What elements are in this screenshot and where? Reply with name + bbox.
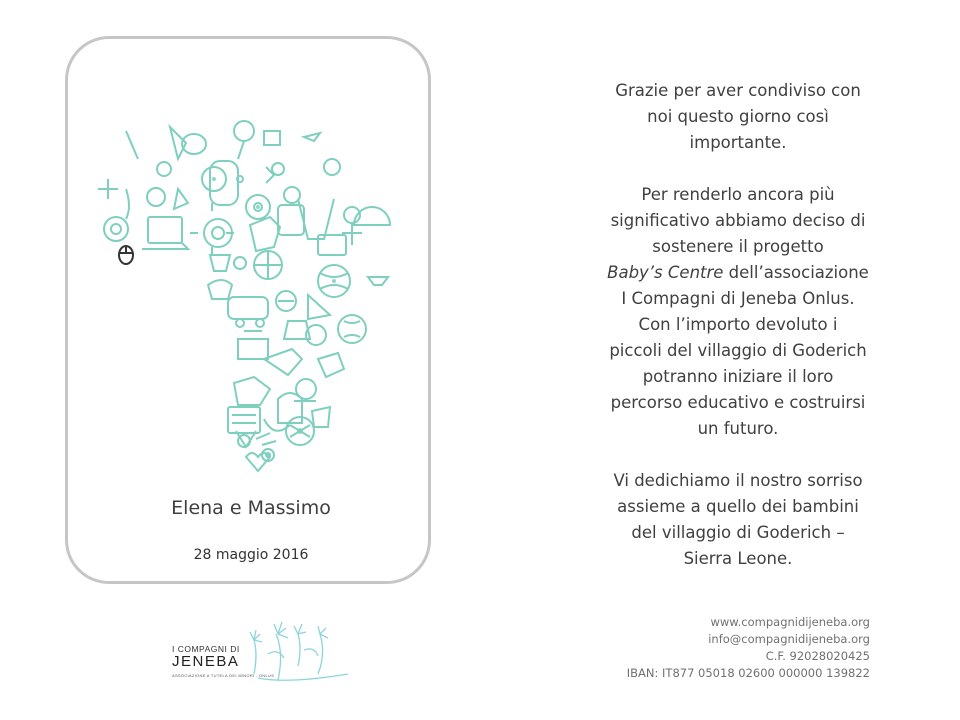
jeneba-logo [170,604,360,686]
message-line: significativo abbiamo deciso di [610,211,866,230]
message-paragraph-2 [588,182,888,442]
thank-you-message [588,78,888,572]
website-link[interactable]: www.compagnidijeneba.org [710,615,870,629]
logo-text-line1: I COMPAGNI DI [172,644,240,654]
message-line: potranno iniziare il loro [642,367,834,386]
message-line: Con l’importo devoluto i [638,315,838,334]
message-line: sostenere il progetto [652,237,824,256]
message-paragraph-3 [588,468,888,572]
message-paragraph-1 [588,78,888,156]
iban: IBAN: IT877 05018 02600 000000 139822 [626,666,870,680]
message-line: percorso educativo e costruirsi [610,393,866,412]
message-line: un futuro. [697,419,779,438]
project-name: Baby’s Centre [607,263,724,282]
message-line: Per renderlo ancora più [641,185,835,204]
logo-text-line3: ASSOCIAZIONE A TUTELA DEI MINORI - ONLUS [172,673,275,678]
message-line: Sierra Leone. [683,549,793,568]
event-date: 28 maggio 2016 [193,547,309,563]
greeting-card [65,36,431,584]
message-line: importante. [689,133,787,152]
message-line: del villaggio di Goderich – [631,523,845,542]
tax-code: C.F. 92028020425 [765,649,870,663]
message-line: noi questo giorno così [647,107,829,126]
message-line: piccoli del villaggio di Goderich [609,341,867,360]
message-line: I Compagni di Jeneba Onlus. [621,289,855,308]
couple-names: Elena e Massimo [171,497,331,519]
message-line: Vi dedichiamo il nostro sorriso [613,471,863,490]
logo-text-line2: JENEBA [172,653,240,670]
message-line: assieme a quello dei bambini [617,497,859,516]
email-link[interactable]: info@compagnidijeneba.org [708,632,870,646]
message-line: Grazie per aver condiviso con [615,81,861,100]
contact-info [627,614,870,682]
message-line: dell’associazione [723,263,869,282]
